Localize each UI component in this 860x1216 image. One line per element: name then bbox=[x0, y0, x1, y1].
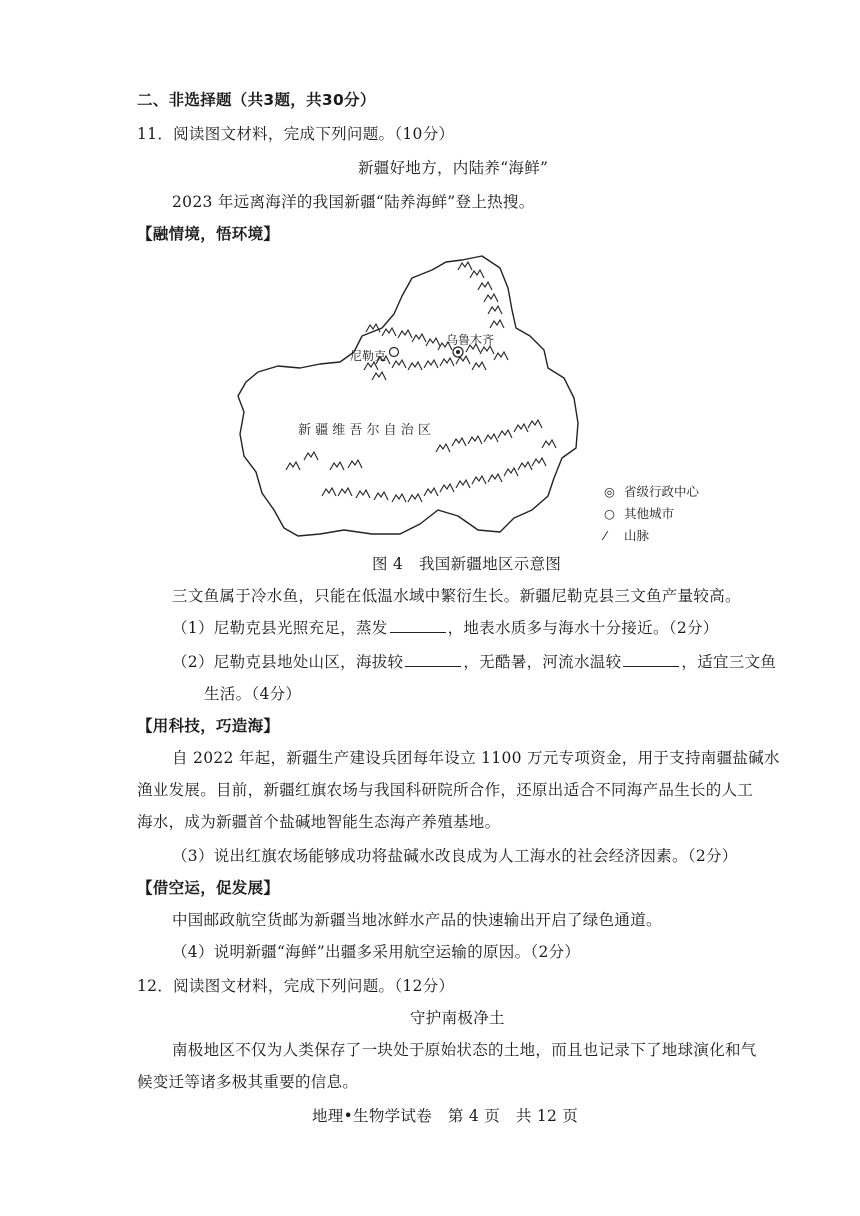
figure-caption: 图 4 我国新疆地区示意图 bbox=[372, 555, 562, 573]
mountain-icon bbox=[398, 330, 412, 338]
mountain-icon bbox=[452, 438, 466, 446]
mountain-icon bbox=[458, 262, 472, 270]
question-12-text-l1: 南极地区不仅为人类保存了一块处于原始状态的土地，而且也记录下了地球演化和气 bbox=[172, 1041, 757, 1059]
text-tech-l1: 自 2022 年起，新疆生产建设兵团每年设立 1100 万元专项资金，用于支持南疆盐碱水 bbox=[172, 749, 780, 767]
city-symbol-icon: ○ bbox=[604, 506, 615, 521]
mountain-icon bbox=[478, 282, 492, 290]
mountain-icon bbox=[408, 362, 422, 370]
mountain-icon bbox=[348, 460, 362, 468]
part2-header: 【用科技，巧造海】 bbox=[137, 717, 280, 735]
mountain-icon bbox=[374, 492, 388, 500]
text-tech-l3: 海水，成为新疆首个盐碱地智能生态海产养殖基地。 bbox=[137, 813, 501, 831]
mountain-icon bbox=[514, 424, 528, 432]
legend-capital: ◎ 省级行政中心 bbox=[604, 484, 700, 499]
answer-blank[interactable] bbox=[405, 652, 461, 667]
mountain-icon bbox=[366, 324, 380, 332]
mountain-icon bbox=[518, 462, 532, 470]
mountain-icon bbox=[372, 372, 386, 380]
mountain-icon bbox=[472, 476, 486, 484]
mountain-icon bbox=[470, 270, 484, 278]
mountain-symbol-icon: ⁄ bbox=[604, 528, 607, 543]
text-salmon: 三文鱼属于冷水鱼，只能在低温水域中繁衍生长。新疆尼勒克县三文鱼产量较高。 bbox=[172, 587, 741, 605]
mountain-icon bbox=[424, 360, 438, 368]
mountain-icon bbox=[424, 488, 438, 496]
mountain-icon bbox=[330, 462, 344, 470]
mountain-icon bbox=[484, 294, 498, 302]
section-header: 二、非选择题（共3题，共30分） bbox=[137, 91, 376, 109]
question-11-4: （4）说明新疆“海鲜”出疆多采用航空运输的原因。（2分） bbox=[172, 943, 581, 961]
question-11-stem: 11．阅读图文材料，完成下列问题。（10分） bbox=[137, 125, 455, 143]
mountain-icon bbox=[480, 346, 494, 354]
region-label: 新 疆 维 吾 尔 自 治 区 bbox=[298, 423, 431, 438]
part3-header: 【借空运，促发展】 bbox=[137, 879, 280, 897]
mountain-icon bbox=[504, 468, 518, 476]
question-12-stem: 12．阅读图文材料，完成下列问题。（12分） bbox=[137, 977, 455, 995]
mountain-icon bbox=[356, 490, 370, 498]
question-11-2-cont: 生活。（4分） bbox=[204, 685, 302, 703]
mountain-icon bbox=[488, 474, 502, 482]
question-11-title: 新疆好地方，内陆养“海鲜” bbox=[358, 159, 549, 177]
mountain-icon bbox=[490, 320, 504, 328]
answer-blank[interactable] bbox=[623, 652, 679, 667]
question-11-3: （3）说出红旗农场能够成功将盐碱水改良成为人工海水的社会经济因素。（2分） bbox=[172, 847, 738, 865]
mountain-icon bbox=[542, 440, 556, 448]
mountain-icon bbox=[322, 488, 336, 496]
mountain-icon bbox=[532, 458, 546, 466]
mountain-icon bbox=[488, 306, 502, 314]
answer-blank[interactable] bbox=[390, 618, 446, 633]
mountain-icon bbox=[468, 436, 482, 444]
mountain-icon bbox=[338, 488, 352, 496]
other-city-circle bbox=[390, 348, 399, 357]
city-label-nileke: 尼勒克 bbox=[350, 349, 387, 363]
mountain-icon bbox=[440, 358, 454, 366]
mountain-icon bbox=[408, 494, 422, 502]
text-air: 中国邮政航空货邮为新疆当地冰鲜水产品的快速输出开启了绿色通道。 bbox=[172, 911, 662, 929]
question-12-title: 守护南极净土 bbox=[410, 1009, 505, 1027]
mountain-icon bbox=[304, 452, 318, 460]
part1-header: 【融情境，悟环境】 bbox=[137, 225, 280, 243]
mountain-icon bbox=[456, 480, 470, 488]
question-11-1: （1）尼勒克县光照充足，蒸发 ，地表水质多与海水十分接近。（2分） bbox=[172, 619, 719, 637]
mountain-icon bbox=[528, 420, 542, 428]
xinjiang-outline bbox=[238, 256, 578, 536]
text-tech-l2: 渔业发展。目前，新疆红旗农场与我国科研院所合作，还原出适合不同海产品生长的人工 bbox=[137, 781, 754, 799]
capital-symbol-icon: ◎ bbox=[604, 484, 615, 499]
mountain-icon bbox=[472, 362, 486, 370]
mountain-icon bbox=[484, 434, 498, 442]
page-footer: 地理•生物学试卷 第 4 页 共 12 页 bbox=[312, 1107, 579, 1125]
mountain-icon bbox=[412, 334, 426, 342]
question-11-2: （2）尼勒克县地处山区，海拔较 ，无酷暑，河流水温较 ，适宜三文鱼 bbox=[172, 653, 777, 671]
mountain-icon bbox=[286, 462, 300, 470]
mountain-icon bbox=[498, 430, 512, 438]
question-11-intro: 2023 年远离海洋的我国新疆“陆养海鲜”登上热搜。 bbox=[172, 193, 535, 211]
legend-mountain: ⁄ 山脉 bbox=[604, 528, 650, 543]
mountain-icon bbox=[382, 328, 396, 336]
mountain-icon bbox=[440, 484, 454, 492]
legend-city: ○ 其他城市 bbox=[604, 506, 675, 521]
mountain-icon bbox=[494, 352, 508, 360]
mountain-icon bbox=[426, 338, 440, 346]
question-12-text-l2: 候变迁等诸多极其重要的信息。 bbox=[137, 1073, 359, 1091]
mountain-icon bbox=[392, 360, 406, 368]
mountain-icon bbox=[392, 494, 406, 502]
xinjiang-map bbox=[232, 248, 732, 548]
capital-inner-dot bbox=[456, 350, 460, 354]
mountain-icon bbox=[436, 444, 450, 452]
city-label-urumqi: 乌鲁木齐 bbox=[446, 333, 495, 347]
